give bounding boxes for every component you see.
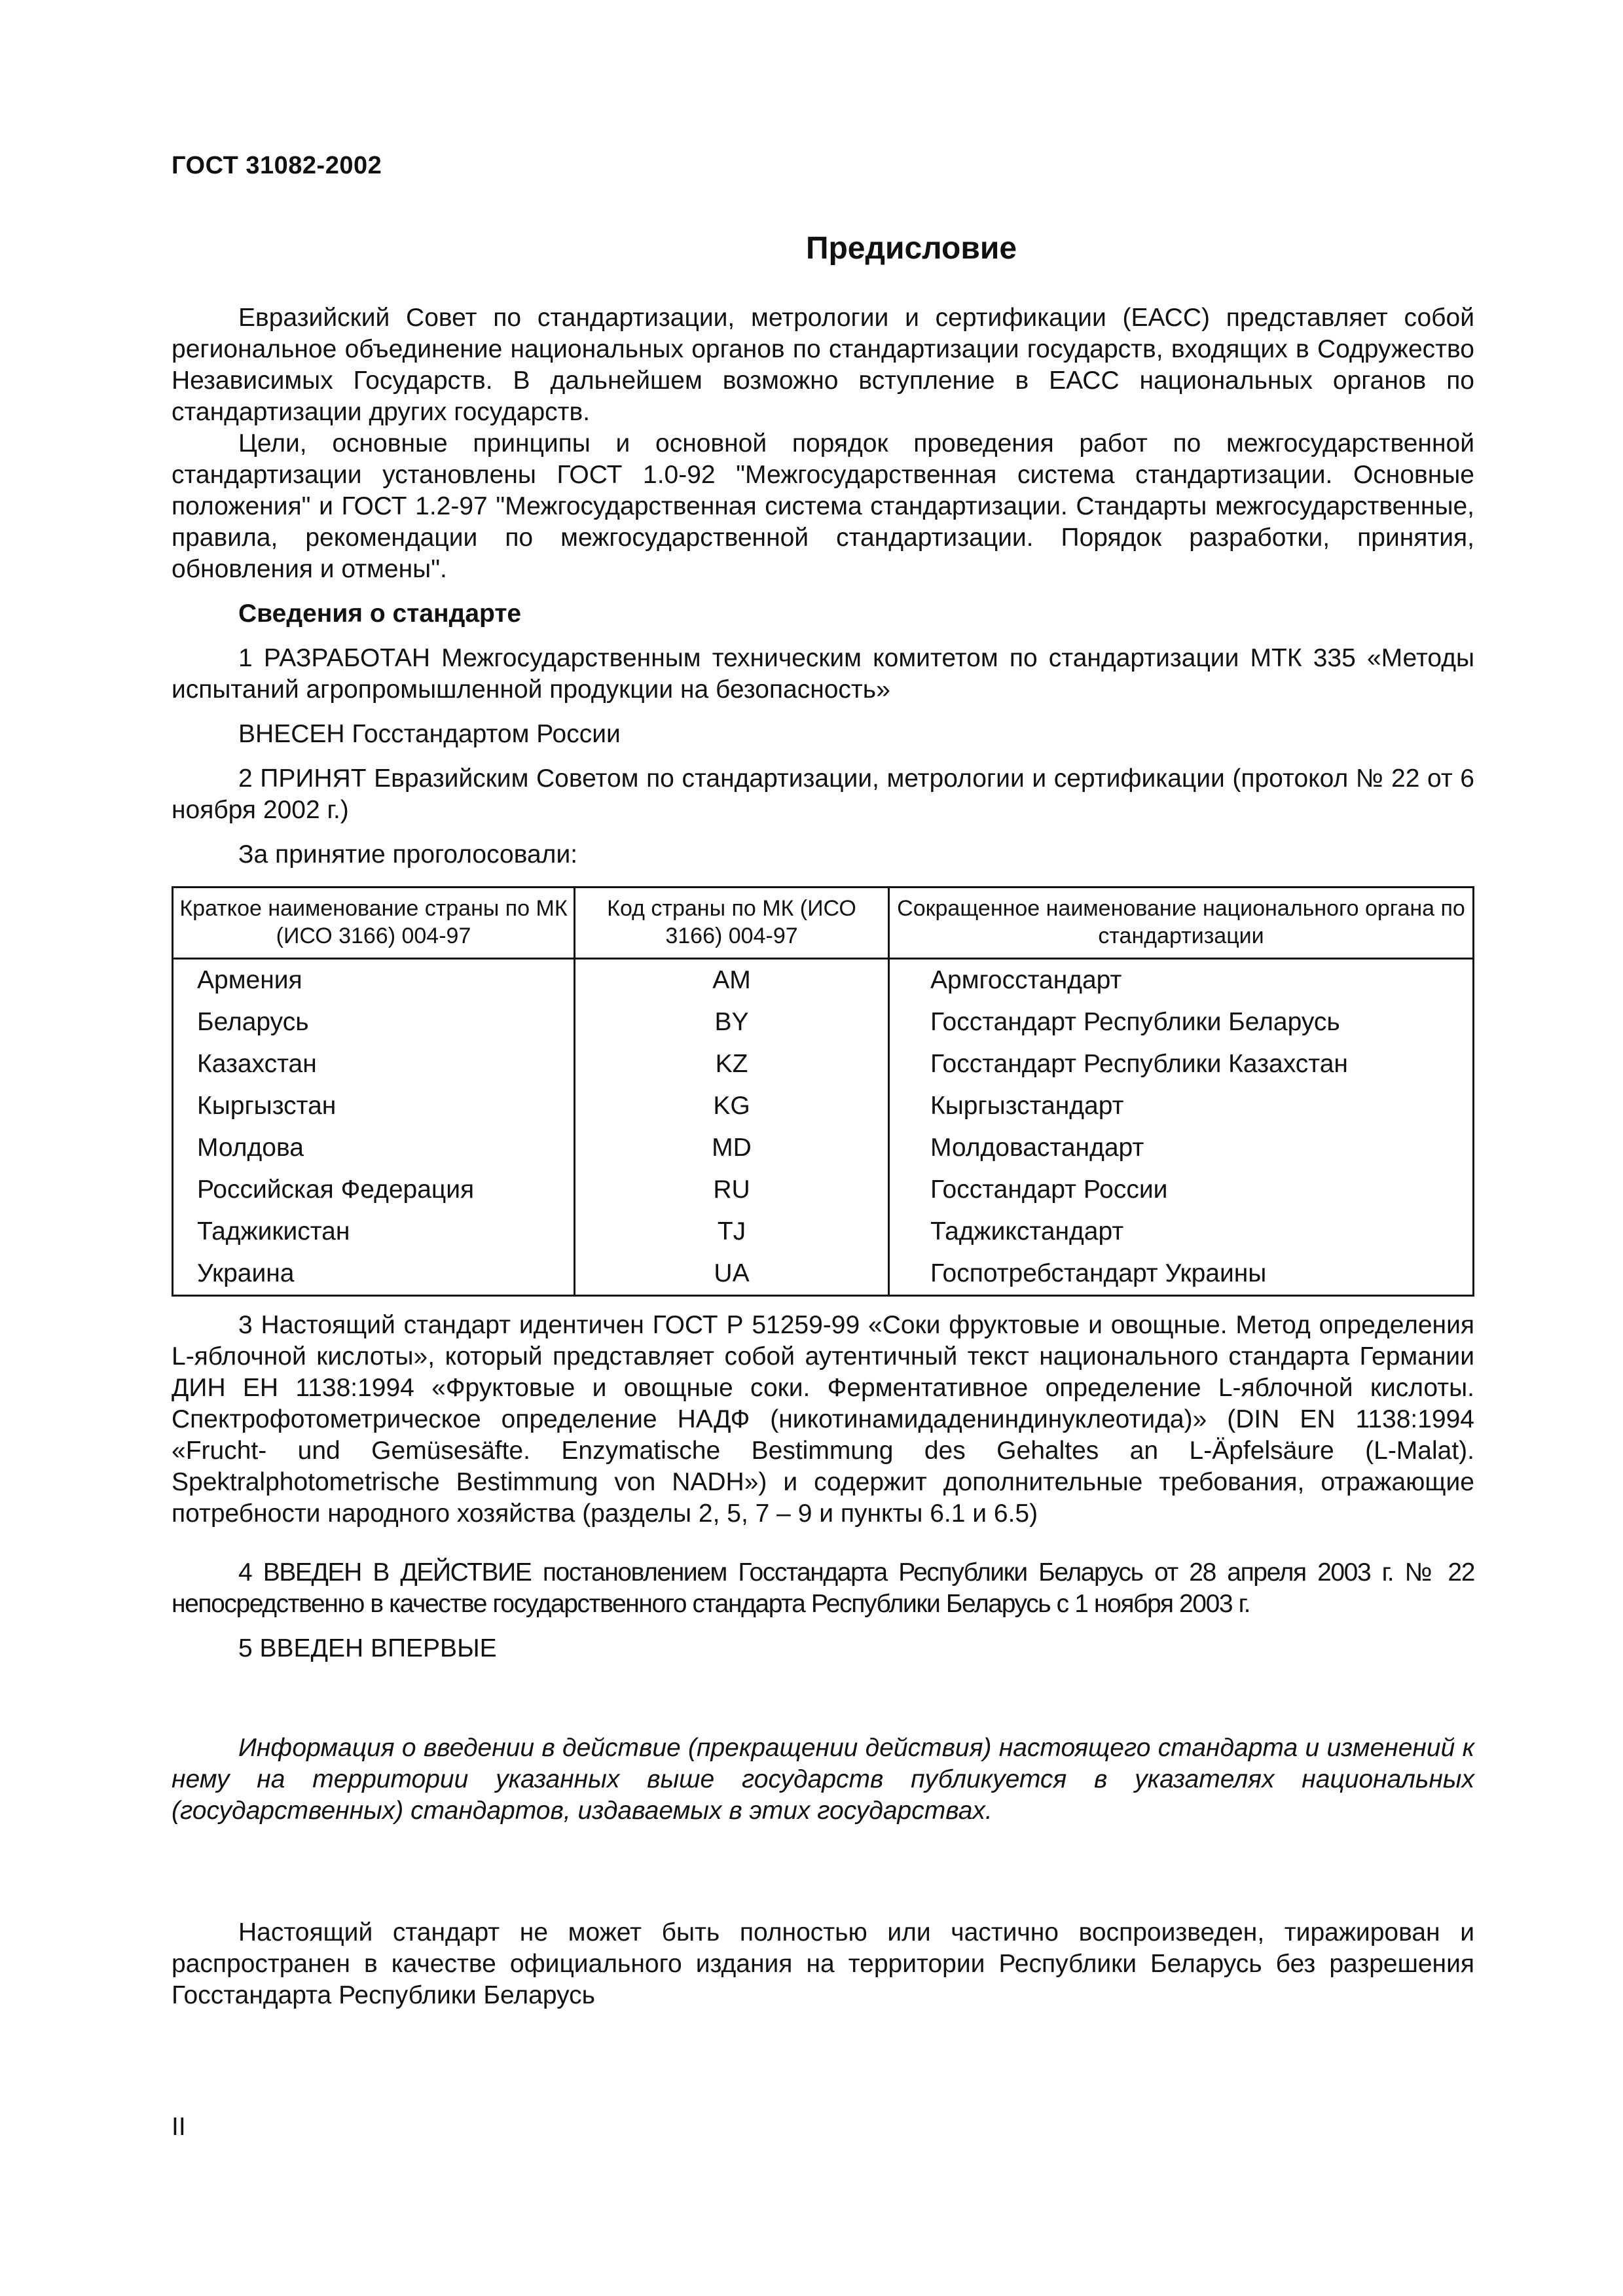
voting-table	[172, 886, 1474, 1297]
item-1-submitted: ВНЕСЕН Госстандартом России	[238, 720, 621, 748]
intro-paragraph-1: Евразийский Совет по стандартизации, метрологии и сертификации (ЕАСС) представляет собой региональное объединение национальных органов по стандартизации государств, входящих в Содружество Независимых Государств. В дальнейшем возможно вступление в ЕАСС национальных органов по стандартизации других государств.	[172, 304, 1474, 426]
item-4-introduced: 4 ВВЕДЕН В ДЕЙСТВИЕ постановлением Госстандарта Республики Беларусь от 28 апреля 2003 г. № 22 непосредственно в качестве государственного стандарта Республики Беларусь с 1 ноября 2003 г.	[172, 1558, 1474, 1618]
country-code: BY	[575, 1001, 889, 1043]
standards-body: Кыргызстандарт	[889, 1085, 1474, 1127]
country-code: KG	[575, 1085, 889, 1127]
copyright-paragraph: Настоящий стандарт не может быть полностью или частично воспроизведен, тиражирован и распространен в качестве официального издания на территории Республики Беларусь без разрешения Госстандарта Республики Беларусь	[172, 1918, 1474, 2009]
intro-paragraph-2: Цели, основные принципы и основной порядок проведения работ по межгосударственной стандартизации установлены ГОСТ 1.0-92 "Межгосударственная система стандартизации. Основные положения" и ГОСТ 1.2-97 "Межгосударственная система стандартизации. Стандарты межгосударственные, правила, рекомендации по межгосударственной стандартизации. Порядок разработки, принятия, обновления и отмены".	[172, 429, 1474, 583]
page-number: II	[172, 2113, 186, 2141]
table-row	[173, 1253, 1474, 1296]
document-body	[172, 302, 1474, 2011]
country-name: Таджикистан	[173, 1211, 575, 1253]
standards-body: Госстандарт России	[889, 1169, 1474, 1211]
table-row	[173, 1043, 1474, 1085]
item-5-first-time: 5 ВВЕДЕН ВПЕРВЫЕ	[238, 1634, 497, 1662]
country-name: Российская Федерация	[173, 1169, 575, 1211]
table-header-code: Код страны по МК (ИСО 3166) 004-97	[575, 888, 889, 959]
standards-body: Госстандарт Республики Казахстан	[889, 1043, 1474, 1085]
table-row	[173, 959, 1474, 1002]
standards-body: Госстандарт Республики Беларусь	[889, 1001, 1474, 1043]
country-name: Армения	[173, 959, 575, 1002]
item-3-identical: 3 Настоящий стандарт идентичен ГОСТ Р 51259-99 «Соки фруктовые и овощные. Метод определения L-яблочной кислоты», который представляет собой аутентичный текст национального стандарта Германии ДИН ЕН 1138:1994 «Фруктовые и овощные соки. Ферментативное определение L-яблочной кислоты. Спектрофотометрическое определение НАДФ (никотинамидадениндинуклеотида)» (DIN EN 1138:1994 «Frucht- und Gemüsesäfte. Enzymatische Bestimmung des Gehaltes an L-Äpfelsäure (L-Malat). Spektralphotometrische Bestimmung von NADH») и содержит дополнительные требования, отражающие потребности народного хозяйства (разделы 2, 5, 7 – 9 и пункты 6.1 и 6.5)	[172, 1311, 1474, 1528]
country-code: UA	[575, 1253, 889, 1296]
table-header-country: Краткое наименование страны по МК (ИСО 3166) 004-97	[173, 888, 575, 959]
country-name: Кыргызстан	[173, 1085, 575, 1127]
item-1-developed: 1 РАЗРАБОТАН Межгосударственным техническим комитетом по стандартизации МТК 335 «Методы испытаний агропромышленной продукции на безопасность»	[172, 644, 1474, 704]
table-header-row	[173, 888, 1474, 959]
table-row	[173, 1001, 1474, 1043]
notice-paragraph: Информация о введении в действие (прекращении действия) настоящего стандарта и изменений к нему на территории указанных выше государств публикуется в указателях национальных (государственных) стандартов, издаваемых в этих государствах.	[172, 1734, 1474, 1825]
table-header-body: Сокращенное наименование национального органа по стандартизации	[889, 888, 1474, 959]
standards-body: Армгосстандарт	[889, 959, 1474, 1002]
country-code: MD	[575, 1127, 889, 1169]
country-code: KZ	[575, 1043, 889, 1085]
country-code: TJ	[575, 1211, 889, 1253]
votes-label: За принятие проголосовали:	[238, 840, 578, 869]
country-name: Молдова	[173, 1127, 575, 1169]
country-name: Украина	[173, 1253, 575, 1296]
standards-body: Госпотребстандарт Украины	[889, 1253, 1474, 1296]
item-2-adopted: 2 ПРИНЯТ Евразийским Советом по стандартизации, метрологии и сертификации (протокол № 22 от 6 ноября 2002 г.)	[172, 764, 1474, 824]
page-title: Предисловие	[805, 231, 1017, 266]
table-row	[173, 1085, 1474, 1127]
country-code: RU	[575, 1169, 889, 1211]
country-code: AM	[575, 959, 889, 1002]
info-heading: Сведения о стандарте	[238, 600, 522, 628]
table-row	[173, 1127, 1474, 1169]
country-name: Казахстан	[173, 1043, 575, 1085]
country-name: Беларусь	[173, 1001, 575, 1043]
table-row	[173, 1211, 1474, 1253]
standards-body: Таджикстандарт	[889, 1211, 1474, 1253]
table-row	[173, 1169, 1474, 1211]
document-header: ГОСТ 31082-2002	[172, 152, 382, 179]
standards-body: Молдовастандарт	[889, 1127, 1474, 1169]
